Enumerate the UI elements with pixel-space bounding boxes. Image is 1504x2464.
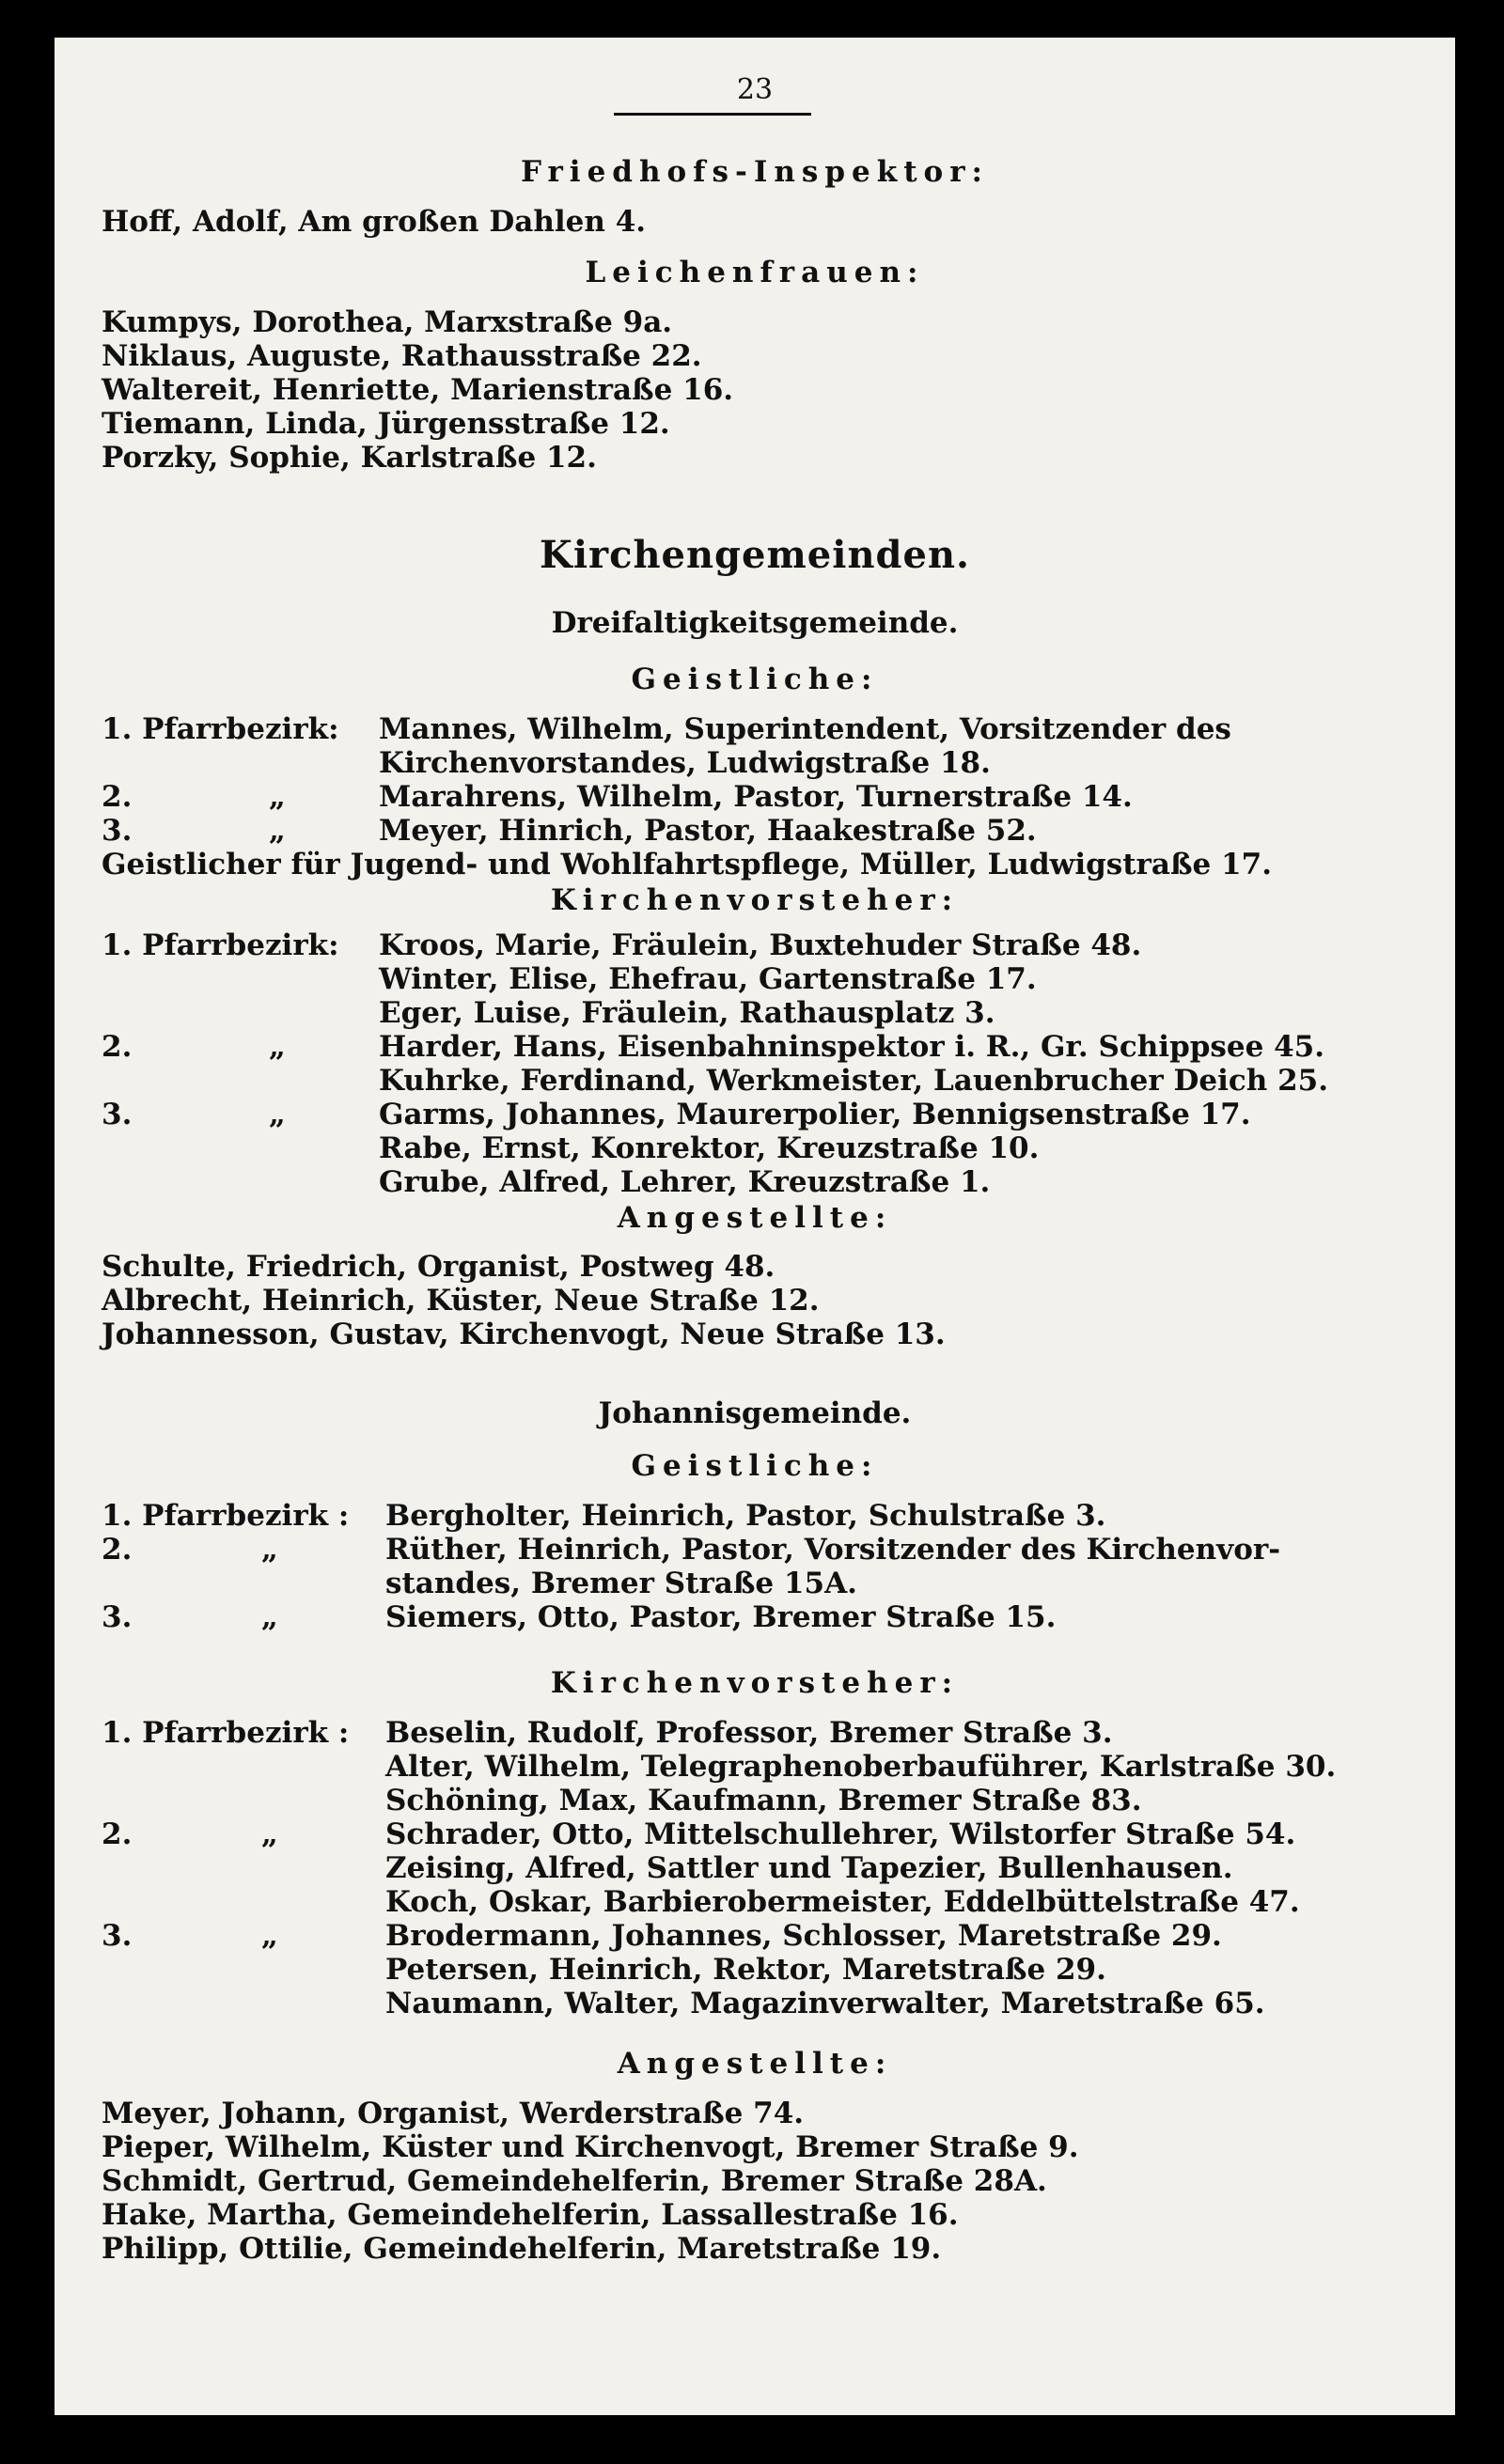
vorsteher-entry: Beselin, Rudolf, Professor, Bremer Straße 3. (385, 1716, 1113, 1750)
vorsteher-entry: Grube, Alfred, Lehrer, Kreuzstraße 1. (379, 1165, 991, 1199)
ditto-mark: „ (261, 1817, 278, 1851)
angestellte-entry: Schulte, Friedrich, Organist, Postweg 48. (102, 1250, 776, 1284)
vorsteher-entry: Winter, Elise, Ehefrau, Gartenstraße 17. (379, 962, 1037, 996)
ditto-mark: „ (269, 780, 286, 814)
subheading-dreifaltigkeit: Dreifaltigkeitsgemeinde. (551, 606, 959, 640)
angestellte-entry: Pieper, Wilhelm, Küster und Kirchenvogt, Bremer Straße 9. (102, 2130, 1079, 2164)
leichenfrau-entry: Waltereit, Henriette, Marienstraße 16. (102, 373, 734, 407)
heading-angestellte-johannis: Angestellte: (617, 2047, 893, 2081)
geistlicher-entry: Rüther, Heinrich, Pastor, Vorsitzender des Kirchenvor- (385, 1533, 1281, 1567)
vorsteher-entry: Garms, Johannes, Maurerpolier, Bennigsenstraße 17. (379, 1098, 1251, 1131)
ditto-mark: „ (269, 814, 286, 848)
heading-kirchenvorsteher-johannis: Kirchenvorsteher: (550, 1666, 960, 1700)
subheading-johannis: Johannisgemeinde. (598, 1396, 912, 1430)
leichenfrau-entry: Tiemann, Linda, Jürgensstraße 12. (102, 407, 670, 441)
vorsteher-entry: Schrader, Otto, Mittelschullehrer, Wilstorfer Straße 54. (385, 1817, 1296, 1851)
district-label: 2. (102, 1030, 133, 1064)
vorsteher-entry: Schöning, Max, Kaufmann, Bremer Straße 83. (385, 1784, 1142, 1817)
district-label: 3. (102, 1098, 133, 1131)
geistlicher-entry-cont: Kirchenvorstandes, Ludwigstraße 18. (379, 746, 991, 780)
main-heading-kirchengemeinden: Kirchengemeinden. (540, 533, 970, 577)
geistlicher-entry: Siemers, Otto, Pastor, Bremer Straße 15. (385, 1600, 1057, 1634)
district-label: 2. (102, 1533, 133, 1567)
heading-angestellte-dreifaltigkeit: Angestellte: (617, 1201, 893, 1235)
geistlicher-entry-cont: standes, Bremer Straße 15A. (385, 1567, 857, 1600)
vorsteher-entry: Alter, Wilhelm, Telegraphenoberbauführer, Karlstraße 30. (385, 1750, 1337, 1784)
vorsteher-entry: Brodermann, Johannes, Schlosser, Maretstraße 29. (385, 1919, 1222, 1953)
geistlicher-jugend-entry: Geistlicher für Jugend- und Wohlfahrtspflege, Müller, Ludwigstraße 17. (102, 848, 1272, 881)
section-heading-leichenfrauen: Leichenfrauen: (585, 256, 925, 289)
vorsteher-entry: Rabe, Ernst, Konrektor, Kreuzstraße 10. (379, 1131, 1040, 1165)
vorsteher-entry: Koch, Oskar, Barbierobermeister, Eddelbüttelstraße 47. (385, 1885, 1300, 1919)
geistlicher-entry: Bergholter, Heinrich, Pastor, Schulstraße 3. (385, 1499, 1106, 1533)
district-label: 3. (102, 1919, 133, 1953)
ditto-mark: „ (261, 1533, 278, 1567)
vorsteher-entry: Harder, Hans, Eisenbahninspektor i. R., Gr. Schippsee 45. (379, 1030, 1325, 1064)
vorsteher-entry: Kroos, Marie, Fräulein, Buxtehuder Straße 48. (379, 928, 1142, 962)
district-label: 1. Pfarrbezirk : (102, 1499, 350, 1533)
angestellte-entry: Schmidt, Gertrud, Gemeindehelferin, Bremer Straße 28A. (102, 2164, 1047, 2198)
vorsteher-entry: Naumann, Walter, Magazinverwalter, Maretstraße 65. (385, 1987, 1265, 2020)
angestellte-entry: Meyer, Johann, Organist, Werderstraße 74. (102, 2097, 805, 2130)
vorsteher-entry: Zeising, Alfred, Sattler und Tapezier, Bullenhausen. (385, 1851, 1233, 1885)
district-label: 1. Pfarrbezirk : (102, 1716, 350, 1750)
page-number-rule (614, 113, 811, 116)
geistlicher-entry: Marahrens, Wilhelm, Pastor, Turnerstraße 14. (379, 780, 1133, 814)
vorsteher-entry: Kuhrke, Ferdinand, Werkmeister, Lauenbrucher Deich 25. (379, 1064, 1328, 1098)
leichenfrau-entry: Porzky, Sophie, Karlstraße 12. (102, 441, 597, 475)
ditto-mark: „ (269, 1030, 286, 1064)
ditto-mark: „ (261, 1919, 278, 1953)
district-label: 3. (102, 1600, 133, 1634)
document-page (55, 38, 1455, 2415)
vorsteher-entry: Eger, Luise, Fräulein, Rathausplatz 3. (379, 996, 995, 1030)
friedhof-entry: Hoff, Adolf, Am großen Dahlen 4. (102, 205, 647, 239)
leichenfrau-entry: Kumpys, Dorothea, Marxstraße 9a. (102, 305, 673, 339)
page-number: 23 (736, 73, 774, 106)
heading-geistliche-dreifaltigkeit: Geistliche: (631, 663, 879, 696)
leichenfrau-entry: Niklaus, Auguste, Rathausstraße 22. (102, 339, 702, 373)
ditto-mark: „ (261, 1600, 278, 1634)
heading-kirchenvorsteher-dreifaltigkeit: Kirchenvorsteher: (550, 883, 960, 917)
section-heading-friedhof: Friedhofs-Inspektor: (521, 155, 989, 189)
angestellte-entry: Philipp, Ottilie, Gemeindehelferin, Maretstraße 19. (102, 2232, 942, 2266)
geistlicher-entry: Mannes, Wilhelm, Superintendent, Vorsitzender des (379, 712, 1231, 746)
angestellte-entry: Hake, Martha, Gemeindehelferin, Lassallestraße 16. (102, 2198, 959, 2232)
district-label: 1. Pfarrbezirk: (102, 712, 339, 746)
geistlicher-entry: Meyer, Hinrich, Pastor, Haakestraße 52. (379, 814, 1037, 848)
district-label: 3. (102, 814, 133, 848)
angestellte-entry: Johannesson, Gustav, Kirchenvogt, Neue Straße 13. (102, 1318, 946, 1351)
district-label: 1. Pfarrbezirk: (102, 928, 339, 962)
heading-geistliche-johannis: Geistliche: (631, 1449, 879, 1483)
district-label: 2. (102, 780, 133, 814)
ditto-mark: „ (269, 1098, 286, 1131)
district-label: 2. (102, 1817, 133, 1851)
vorsteher-entry: Petersen, Heinrich, Rektor, Maretstraße 29. (385, 1953, 1106, 1987)
angestellte-entry: Albrecht, Heinrich, Küster, Neue Straße 12. (102, 1284, 820, 1318)
